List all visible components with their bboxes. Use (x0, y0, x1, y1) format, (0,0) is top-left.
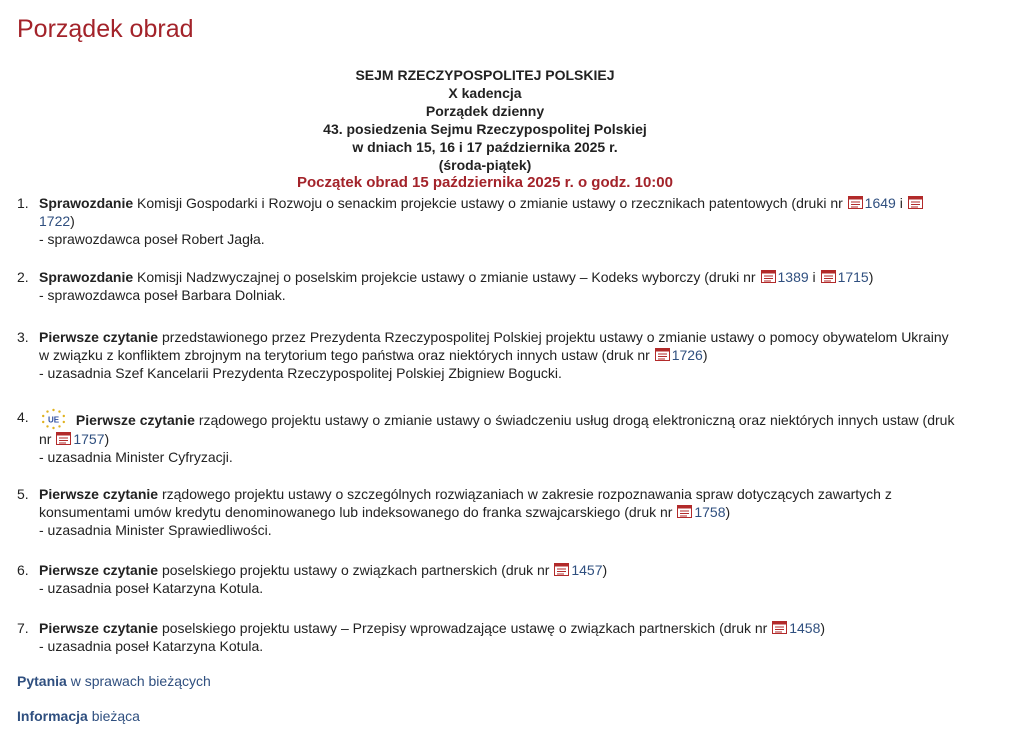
page-title: Porządek obrad (17, 15, 194, 43)
document-icon[interactable] (56, 432, 71, 445)
item-number: 1. (17, 195, 29, 211)
item-reporter: - sprawozdawca poseł Barbara Dolniak. (39, 287, 286, 303)
item-close: ) (602, 562, 608, 578)
item-keyword: Sprawozdanie (39, 195, 134, 211)
document-icon[interactable] (821, 270, 836, 283)
item-text: rządowego projektu ustawy o zmianie ustawy o świadczeniu usług drogą elektroniczną oraz niektórych innych ustaw (druk nr (39, 412, 955, 447)
agenda-item (0, 619, 960, 655)
item-keyword: Pierwsze czytanie (39, 329, 159, 345)
item-close: ) (725, 504, 731, 520)
item-close: ) (868, 269, 874, 285)
item-close: ) (70, 213, 75, 229)
print-link[interactable]: 1757 (73, 431, 105, 447)
header-line: X kadencja (448, 85, 522, 101)
item-keyword: Pierwsze czytanie (39, 486, 159, 502)
item-number: 4. (17, 409, 29, 425)
item-reporter: - uzasadnia poseł Katarzyna Kotula. (39, 580, 264, 596)
eu-badge-label: UE (47, 415, 60, 425)
header-line: SEJM RZECZYPOSPOLITEJ POLSKIEJ (355, 67, 615, 83)
document-icon[interactable] (677, 505, 692, 518)
item-number: 3. (17, 329, 29, 345)
item-close: ) (702, 347, 708, 363)
questions-link-rest[interactable]: w sprawach bieżących (70, 673, 211, 689)
header-line: w dniach 15, 16 i 17 października 2025 r. (352, 139, 618, 155)
header-line: (środa-piątek) (438, 157, 532, 173)
document-icon[interactable] (761, 270, 776, 283)
print-link[interactable]: 1458 (789, 620, 821, 636)
session-start: Początek obrad 15 października 2025 r. o godz. 10:00 (297, 174, 673, 191)
print-link[interactable]: 1715 (837, 269, 869, 285)
item-separator: i (812, 269, 816, 285)
agenda-item (0, 485, 960, 539)
document-icon[interactable] (848, 196, 863, 209)
item-text: poselskiego projektu ustawy o związkach partnerskich (druk nr (161, 562, 550, 578)
eu-badge-icon (39, 408, 68, 430)
questions-link[interactable] (17, 672, 211, 690)
item-keyword: Pierwsze czytanie (75, 412, 195, 428)
item-text: poselskiego projektu ustawy – Przepisy wprowadzające ustawę o związkach partnerskich (druk nr (161, 620, 768, 636)
header-line: Porządek dzienny (425, 103, 545, 119)
item-number: 7. (17, 620, 29, 636)
item-number: 2. (17, 269, 29, 285)
item-keyword: Pierwsze czytanie (39, 620, 159, 636)
item-reporter: - uzasadnia Minister Sprawiedliwości. (39, 522, 272, 538)
agenda-item (0, 561, 960, 597)
item-close: ) (104, 431, 110, 447)
agenda-item (0, 194, 960, 248)
item-text: Komisji Gospodarki i Rozwoju o senackim projekcie ustawy o zmianie ustawy o rzecznikach patentowych (druki nr (137, 195, 843, 211)
document-icon[interactable] (772, 621, 787, 634)
item-number: 5. (17, 486, 29, 502)
agenda-item (0, 328, 960, 382)
item-reporter: - sprawozdawca poseł Robert Jagła. (39, 231, 265, 247)
print-link[interactable]: 1649 (864, 195, 896, 211)
agenda-item (0, 268, 960, 304)
document-icon[interactable] (554, 563, 569, 576)
item-keyword: Pierwsze czytanie (39, 562, 159, 578)
item-close: ) (820, 620, 826, 636)
item-keyword: Sprawozdanie (39, 269, 134, 285)
item-text: rządowego projektu ustawy o szczególnych rozwiązaniach w zakresie rozpoznawania spraw dotyczących zawartych z konsumentami umów kredytu denominowanego lub indeksowanego do franka szwajcarskiego (druk nr (39, 486, 892, 520)
print-link[interactable]: 1726 (671, 347, 703, 363)
document-icon[interactable] (908, 196, 923, 209)
item-number: 6. (17, 562, 29, 578)
information-link-bold[interactable]: Informacja (17, 708, 88, 724)
questions-link-bold[interactable]: Pytania (17, 673, 67, 689)
information-link-rest[interactable]: bieżąca (91, 708, 140, 724)
item-text: Komisji Nadzwyczajnej o poselskim projekcie ustawy o zmianie ustawy – Kodeks wyborczy (druki nr (137, 269, 756, 285)
header-line: 43. posiedzenia Sejmu Rzeczypospolitej Polskiej (323, 121, 647, 137)
agenda-header (0, 66, 970, 192)
item-reporter: - uzasadnia Szef Kancelarii Prezydenta Rzeczypospolitej Polskiej Zbigniew Bogucki. (39, 365, 562, 381)
item-text: przedstawionego przez Prezydenta Rzeczypospolitej Polskiej projektu ustawy o zmianie ustawy o pomocy obywatelom Ukrainy w związku z konfliktem zbrojnym na terytorium tego państwa oraz niektórych innych ustaw (druk nr (39, 329, 949, 363)
print-link[interactable]: 1389 (777, 269, 809, 285)
agenda-item (0, 408, 960, 466)
information-link[interactable] (17, 707, 140, 725)
item-reporter: - uzasadnia poseł Katarzyna Kotula. (39, 638, 264, 654)
print-link[interactable]: 1457 (571, 562, 603, 578)
item-separator: i (899, 195, 903, 211)
document-icon[interactable] (655, 348, 670, 361)
item-reporter: - uzasadnia Minister Cyfryzacji. (39, 449, 233, 465)
print-link[interactable]: 1758 (694, 504, 726, 520)
print-link[interactable]: 1722 (39, 213, 71, 229)
